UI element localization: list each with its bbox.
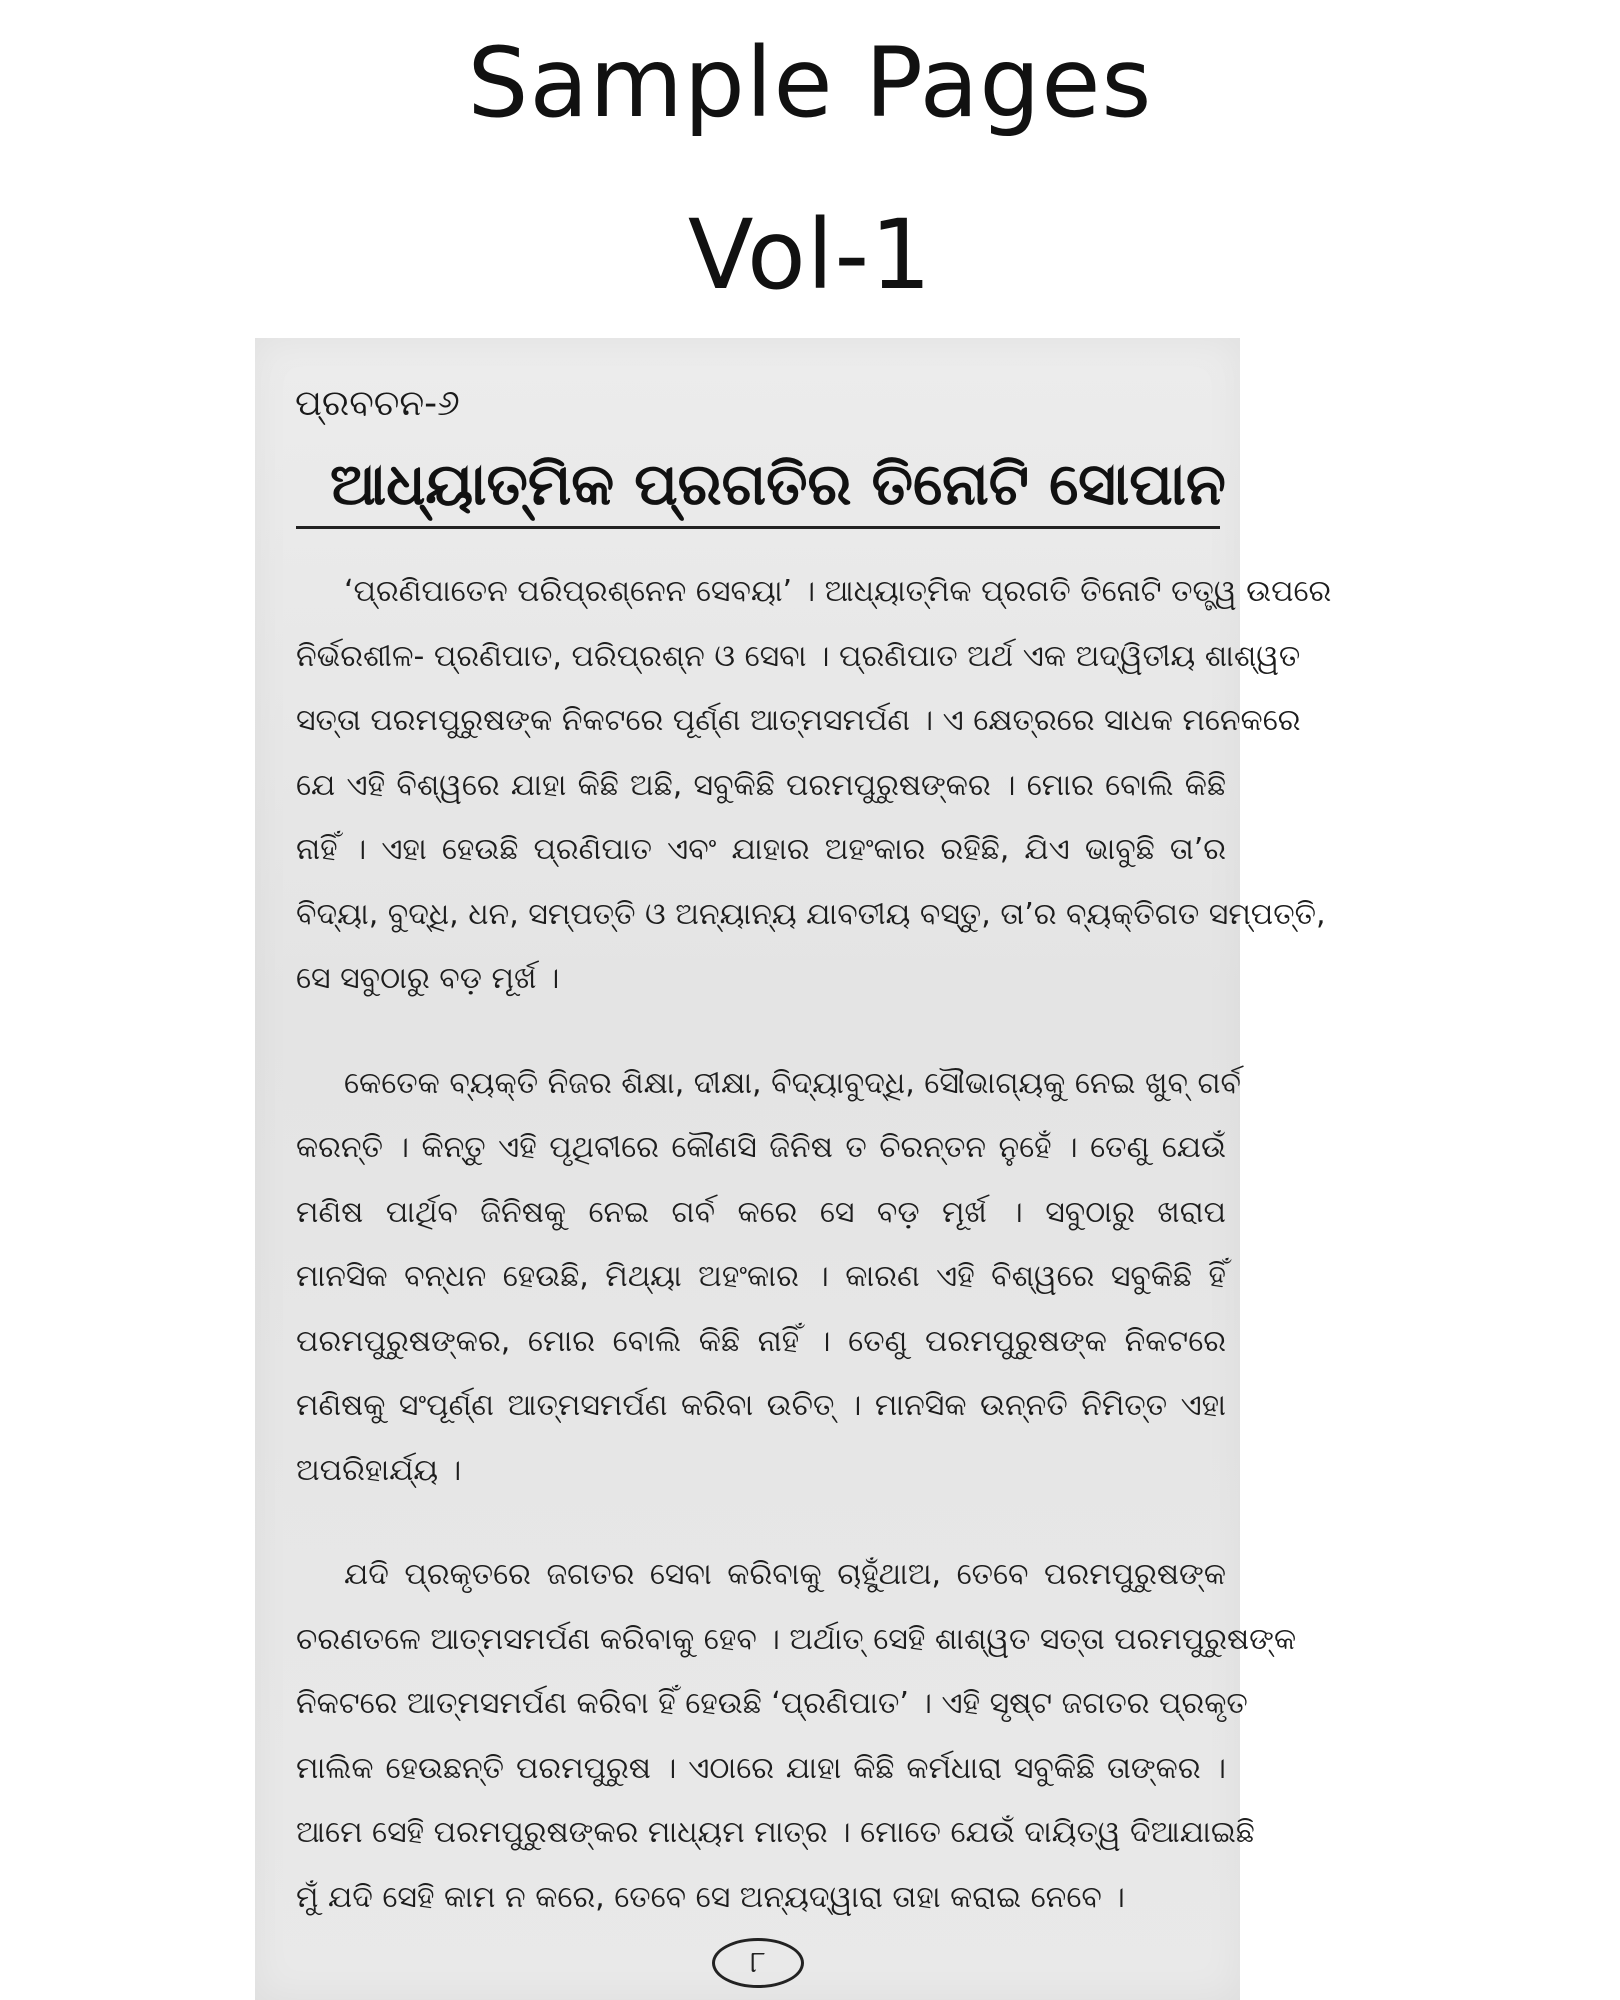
text-line: କରନ୍ତି । କିନ୍ତୁ ଏହି ପୃଥିବୀରେ କୌଣସି ଜିନିଷ ତ ଚିରନ୍ତନ ନୁହେଁ । ତେଣୁ ଯେଉଁ	[296, 1130, 1226, 1165]
text-line: ମାଲିକ ହେଉଛନ୍ତି ପରମପୁରୁଷ । ଏଠାରେ ଯାହା କିଛି କର୍ମଧାରା ସବୁକିଛି ତାଙ୍କର ।	[296, 1750, 1226, 1786]
title-underline	[296, 526, 1220, 529]
text-line: ସେ ସବୁଠାରୁ ବଡ଼ ମୂର୍ଖ ।	[296, 961, 560, 996]
page-body	[296, 560, 1332, 1970]
text-line: ମୁଁ ଯଦି ସେହି କାମ ନ କରେ, ତେବେ ସେ ଅନ୍ୟଦ୍ୱାରା ତାହା କରାଇ ନେବେ ।	[296, 1879, 1125, 1915]
text-line: ଚରଣତଳେ ଆତ୍ମସମର୍ପଣ କରିବାକୁ ହେବ । ଅର୍ଥାତ୍ ସେହି ଶାଶ୍ୱତ ସତ୍ତା ପରମପୁରୁଷଙ୍କ	[296, 1621, 1297, 1657]
page-number: ୮	[712, 1938, 804, 1988]
text-line: ଯଦି ପ୍ରକୃତରେ ଜଗତର ସେବା କରିବାକୁ ଚାହୁଁଥାଅ, ତେବେ ପରମପୁରୁଷଙ୍କ	[344, 1557, 1226, 1592]
text-line: ‘ପ୍ରଣିପାତେନ ପରିପ୍ରଶ୍ନେନ ସେବୟା’ । ଆଧ୍ୟାତ୍ମିକ ପ୍ରଗତି ତିନୋଟି ତତ୍ତ୍ୱ ଉପରେ	[344, 574, 1332, 609]
text-line: ପରମପୁରୁଷଙ୍କର, ମୋର ବୋଲି କିଛି ନାହିଁ । ତେଣୁ ପରମପୁରୁଷଙ୍କ ନିକଟରେ	[296, 1323, 1226, 1359]
paragraph-2	[296, 1052, 1241, 1504]
text-line: ଯେ ଏହି ବିଶ୍ୱରେ ଯାହା କିଛି ଅଛି, ସବୁକିଛି ପରମପୁରୁଷଙ୍କର । ମୋର ବୋଲି କିଛି	[296, 767, 1226, 803]
paragraph-1	[296, 560, 1332, 1012]
text-line: ମଣିଷକୁ ସଂପୂର୍ଣ୍ଣ ଆତ୍ମସମର୍ପଣ କରିବା ଉଚିତ୍ । ମାନସିକ ଉନ୍ନତି ନିମିତ୍ତ ଏହା	[296, 1388, 1226, 1423]
text-line: ନିକଟରେ ଆତ୍ମସମର୍ପଣ କରିବା ହିଁ ହେଉଛି ‘ପ୍ରଣିପାତ’ । ଏହି ସୃଷ୍ଟ ଜଗତର ପ୍ରକୃତ	[296, 1686, 1248, 1721]
chapter-label: ପ୍ରବଚନ-୬	[295, 383, 460, 424]
text-line: ଅପରିହାର୍ଯ୍ୟ ।	[296, 1452, 462, 1488]
sample-pages-heading: Sample Pages	[467, 27, 1153, 139]
chapter-title: ଆଧ୍ୟାତ୍ମିକ ପ୍ରଗତିର ତିନୋଟି ସୋପାନ	[330, 450, 1226, 518]
paragraph-3	[296, 1543, 1297, 1930]
text-line: ମାନସିକ ବନ୍ଧନ ହେଉଛି, ମିଥ୍ୟା ଅହଂକାର । କାରଣ ଏହି ବିଶ୍ୱରେ ସବୁକିଛି ହିଁ	[296, 1259, 1226, 1294]
text-line: ନାହିଁ । ଏହା ହେଉଛି ପ୍ରଣିପାତ ଏବଂ ଯାହାର ଅହଂକାର ରହିଛି, ଯିଏ ଭାବୁଛି ତା’ର	[296, 832, 1226, 867]
volume-heading: Vol-1	[687, 199, 933, 311]
text-line: ବିଦ୍ୟା, ବୁଦ୍ଧି, ଧନ, ସମ୍ପତ୍ତି ଓ ଅନ୍ୟାନ୍ୟ ଯାବତୀୟ ବସ୍ତୁ, ତା’ର ବ୍ୟକ୍ତିଗତ ସମ୍ପତ୍ତି,	[296, 896, 1326, 932]
text-line: ନିର୍ଭରଶୀଳ- ପ୍ରଣିପାତ, ପରିପ୍ରଶ୍ନ ଓ ସେବା । ପ୍ରଣିପାତ ଅର୍ଥ ଏକ ଅଦ୍ୱିତୀୟ ଶାଶ୍ୱତ	[296, 638, 1301, 674]
text-line: ସତ୍ତା ପରମପୁରୁଷଙ୍କ ନିକଟରେ ପୂର୍ଣ୍ଣ ଆତ୍ମସମର୍ପଣ । ଏ କ୍ଷେତ୍ରରେ ସାଧକ ମନେକରେ	[296, 703, 1301, 738]
text-line: ଆମେ ସେହି ପରମପୁରୁଷଙ୍କର ମାଧ୍ୟମ ମାତ୍ର । ମୋତେ ଯେଉଁ ଦାୟିତ୍ୱ ଦିଆଯାଇଛି	[296, 1815, 1255, 1850]
text-line: ମଣିଷ ପାର୍ଥିବ ଜିନିଷକୁ ନେଇ ଗର୍ବ କରେ ସେ ବଡ଼ ମୂର୍ଖ । ସବୁଠାରୁ ଖରାପ	[296, 1194, 1226, 1230]
text-line: କେତେକ ବ୍ୟକ୍ତି ନିଜର ଶିକ୍ଷା, ଦୀକ୍ଷା, ବିଦ୍ୟାବୁଦ୍ଧି, ସୌଭାଗ୍ୟକୁ ନେଇ ଖୁବ୍ ଗର୍ବ	[344, 1065, 1241, 1101]
